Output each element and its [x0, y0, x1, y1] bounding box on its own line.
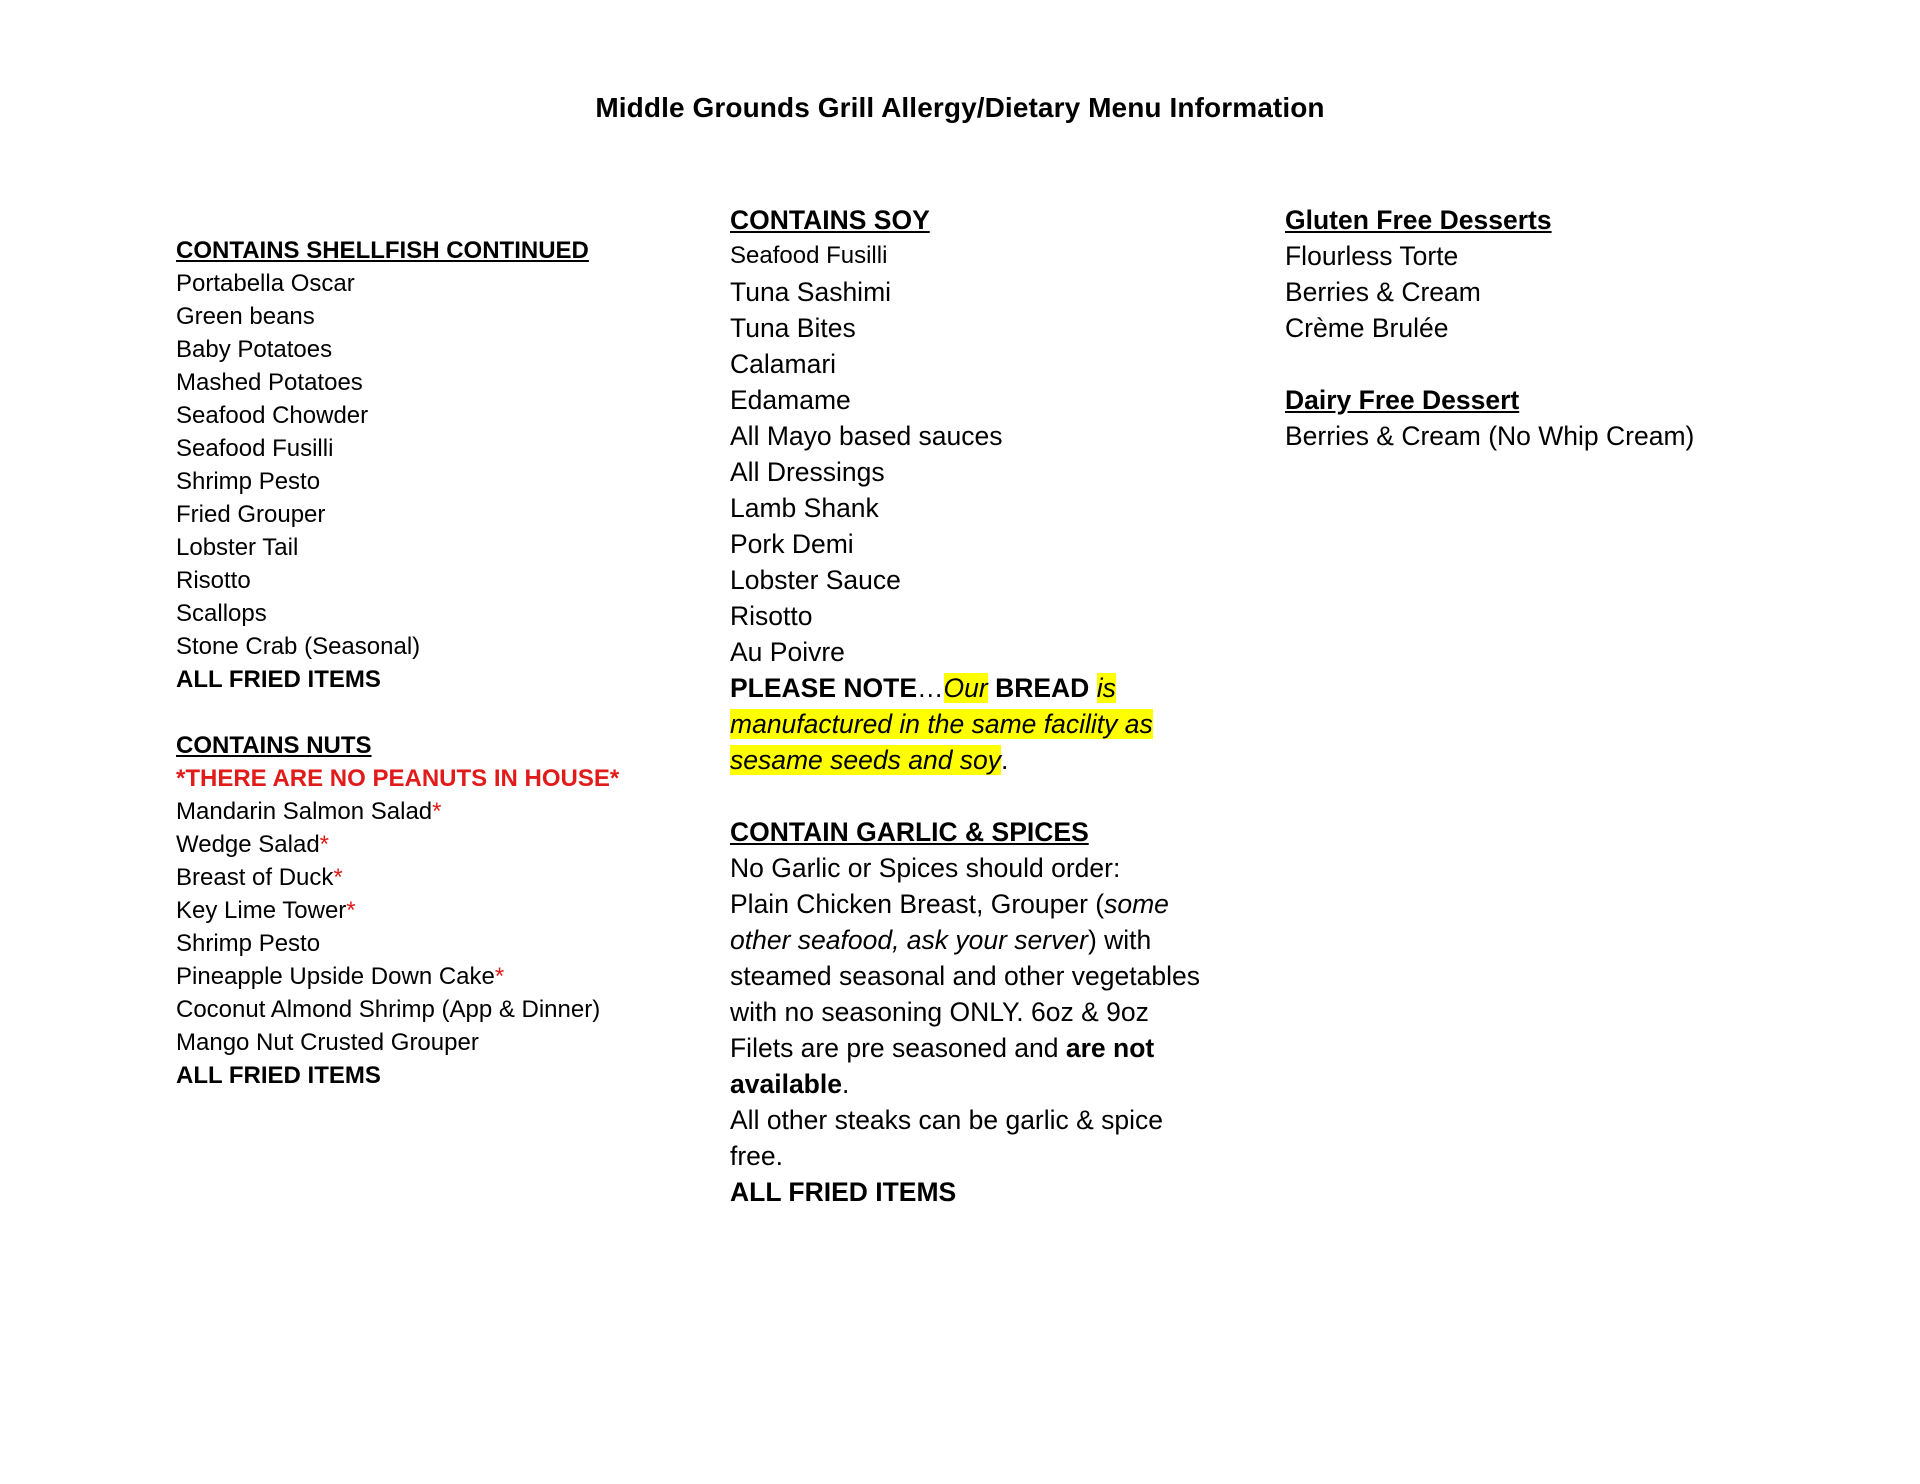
- column-middle: [730, 202, 1200, 1210]
- item-label: Mandarin Salmon Salad: [176, 798, 433, 825]
- list-item: All Mayo based sauces: [730, 421, 1003, 451]
- list-item: Mashed Potatoes: [176, 369, 363, 396]
- page-title: Middle Grounds Grill Allergy/Dietary Menu Information: [595, 92, 1325, 123]
- note-ellipsis: …: [917, 673, 944, 703]
- list-item: Lamb Shank: [730, 493, 879, 523]
- list-item: Berries & Cream: [1285, 277, 1481, 307]
- list-item: Crème Brulée: [1285, 313, 1449, 343]
- asterisk-marker: *: [346, 897, 356, 924]
- list-item: [176, 795, 696, 828]
- garlic-unavailable: are not available: [730, 1033, 1155, 1099]
- list-item: [176, 993, 696, 1026]
- nuts-footer: ALL FRIED ITEMS: [176, 1062, 381, 1089]
- garlic-footer: ALL FRIED ITEMS: [730, 1177, 957, 1207]
- item-label: Shrimp Pesto: [176, 930, 321, 957]
- bread-note: [730, 670, 1200, 778]
- garlic-text: .: [841, 1069, 850, 1099]
- spacer: [176, 696, 696, 729]
- garlic-text: Plain Chicken Breast, Grouper (: [730, 889, 1105, 919]
- garlic-text: ) with steamed seasonal and other vegetables with no seasoning ONLY. 6oz & 9oz Filets are pre seasoned and: [730, 925, 1200, 1063]
- list-item: Pork Demi: [730, 529, 854, 559]
- garlic-intro: No Garlic or Spices should order:: [730, 853, 1121, 883]
- list-item: Tuna Bites: [730, 313, 856, 343]
- garlic-steaks-note: All other steaks can be garlic & spice free.: [730, 1105, 1164, 1171]
- shellfish-list: [176, 267, 696, 663]
- list-item: [176, 960, 696, 993]
- asterisk-marker: *: [494, 963, 505, 990]
- list-item: Edamame: [730, 385, 851, 415]
- soy-list: [730, 238, 1200, 670]
- dairy-free-list: [1285, 418, 1845, 454]
- garlic-instructions: [730, 886, 1200, 1102]
- nuts-heading: CONTAINS NUTS: [176, 732, 372, 759]
- list-item: Seafood Chowder: [176, 402, 369, 429]
- gluten-free-heading: Gluten Free Desserts: [1285, 205, 1552, 235]
- list-item: Seafood Fusilli: [176, 435, 334, 462]
- spacer: [1285, 346, 1845, 382]
- column-left: [176, 234, 696, 1092]
- list-item: Calamari: [730, 349, 837, 379]
- asterisk-marker: *: [319, 831, 330, 858]
- list-item: [176, 1026, 696, 1059]
- note-our: Our: [943, 673, 988, 703]
- item-label: Coconut Almond Shrimp (App & Dinner): [176, 996, 601, 1023]
- list-item: [176, 927, 696, 960]
- list-item: Green beans: [176, 303, 315, 330]
- note-bread: BREAD: [995, 673, 1090, 703]
- list-item: Lobster Sauce: [730, 565, 901, 595]
- spacer: [730, 778, 1200, 814]
- list-item: [176, 828, 696, 861]
- list-item: Seafood Fusilli: [730, 242, 888, 269]
- list-item: All Dressings: [730, 457, 885, 487]
- list-item: Au Poivre: [730, 637, 845, 667]
- list-item: Risotto: [176, 567, 251, 594]
- item-label: Mango Nut Crusted Grouper: [176, 1029, 479, 1056]
- list-item: Tuna Sashimi: [730, 277, 892, 307]
- note-period: .: [1001, 745, 1009, 775]
- soy-heading: CONTAINS SOY: [730, 205, 930, 235]
- list-item: [176, 861, 696, 894]
- item-label: Pineapple Upside Down Cake: [176, 963, 495, 990]
- column-right: [1285, 202, 1845, 454]
- garlic-heading: CONTAIN GARLIC & SPICES: [730, 817, 1089, 847]
- gluten-free-list: [1285, 238, 1845, 346]
- shellfish-heading: CONTAINS SHELLFISH CONTINUED: [176, 237, 589, 264]
- nuts-list: [176, 795, 696, 1059]
- list-item: Shrimp Pesto: [176, 468, 321, 495]
- list-item: Portabella Oscar: [176, 270, 355, 297]
- asterisk-marker: *: [432, 798, 442, 825]
- note-highlight: is manufactured in the same facility as sesame seeds and soy: [730, 673, 1153, 775]
- no-peanuts-notice: *THERE ARE NO PEANUTS IN HOUSE*: [176, 765, 620, 792]
- item-label: Key Lime Tower: [176, 897, 347, 924]
- list-item: Berries & Cream (No Whip Cream): [1285, 421, 1695, 451]
- garlic-italic: some other seafood, ask your server: [730, 889, 1169, 955]
- dairy-free-heading: Dairy Free Dessert: [1285, 385, 1520, 415]
- item-label: Breast of Duck: [176, 864, 334, 891]
- list-item: Baby Potatoes: [176, 336, 333, 363]
- shellfish-footer: ALL FRIED ITEMS: [176, 666, 381, 693]
- list-item: Fried Grouper: [176, 501, 326, 528]
- item-label: Wedge Salad: [176, 831, 320, 858]
- asterisk-marker: *: [333, 864, 343, 891]
- list-item: Risotto: [730, 601, 813, 631]
- list-item: [176, 894, 696, 927]
- list-item: Scallops: [176, 600, 267, 627]
- note-label: PLEASE NOTE: [730, 673, 918, 703]
- list-item: Lobster Tail: [176, 534, 299, 561]
- list-item: Flourless Torte: [1285, 241, 1459, 271]
- list-item: Stone Crab (Seasonal): [176, 633, 421, 660]
